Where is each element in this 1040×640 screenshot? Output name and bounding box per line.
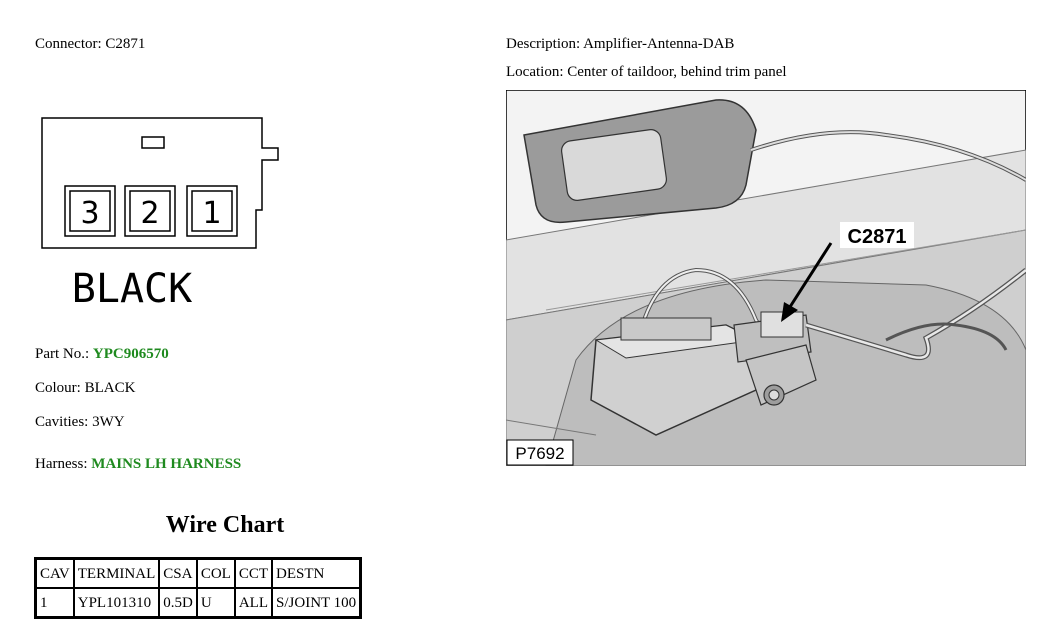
description-value: Amplifier-Antenna-DAB: [583, 36, 735, 52]
location-label: Location:: [506, 64, 564, 80]
header-destn: DESTN: [272, 559, 361, 589]
harness-line: [35, 456, 241, 473]
colour-line: [35, 380, 135, 397]
cavities-line: [35, 414, 125, 431]
pin-number-1: 1: [202, 196, 222, 231]
cell-col: U: [197, 588, 235, 618]
cell-cav: 1: [36, 588, 74, 618]
cell-destn: S/JOINT 100: [272, 588, 361, 618]
colour-value: BLACK: [84, 380, 136, 396]
colour-label: Colour:: [35, 380, 81, 396]
harness-label: Harness:: [35, 456, 88, 472]
header-terminal: TERMINAL: [74, 559, 160, 589]
photo-reference: P7692: [515, 444, 565, 463]
description-line: [506, 36, 734, 53]
part-no-link[interactable]: YPC906570: [92, 346, 169, 362]
location-photo: [506, 90, 1026, 466]
wire-chart-title: Wire Chart: [165, 512, 285, 538]
connector-line: [35, 36, 145, 53]
connector-colour-text: BLACK: [71, 266, 193, 310]
wire-chart-header-row: [36, 559, 361, 589]
location-value: Center of taildoor, behind trim panel: [567, 64, 787, 80]
cell-cct: ALL: [235, 588, 272, 618]
cell-terminal: YPL101310: [74, 588, 160, 618]
wire-chart-table: [34, 557, 362, 619]
location-line: [506, 64, 787, 81]
photo-callout-label: C2871: [847, 226, 907, 248]
cell-csa: 0.5D: [159, 588, 197, 618]
header-col: COL: [197, 559, 235, 589]
connector-face-diagram: [30, 110, 290, 310]
pin-number-2: 2: [140, 196, 160, 231]
pin-number-3: 3: [80, 196, 100, 231]
connector-latch: [142, 137, 164, 148]
cavities-label: Cavities:: [35, 414, 89, 430]
header-cav: CAV: [36, 559, 74, 589]
connector-label: Connector:: [35, 36, 102, 52]
part-no-line: [35, 346, 169, 363]
cavities-value: 3WY: [92, 414, 125, 430]
header-csa: CSA: [159, 559, 197, 589]
harness-link[interactable]: MAINS LH HARNESS: [91, 456, 242, 472]
connector-value: C2871: [105, 36, 146, 52]
table-row: [36, 588, 361, 618]
part-no-label: Part No.:: [35, 346, 90, 362]
header-cct: CCT: [235, 559, 272, 589]
description-label: Description:: [506, 36, 581, 52]
